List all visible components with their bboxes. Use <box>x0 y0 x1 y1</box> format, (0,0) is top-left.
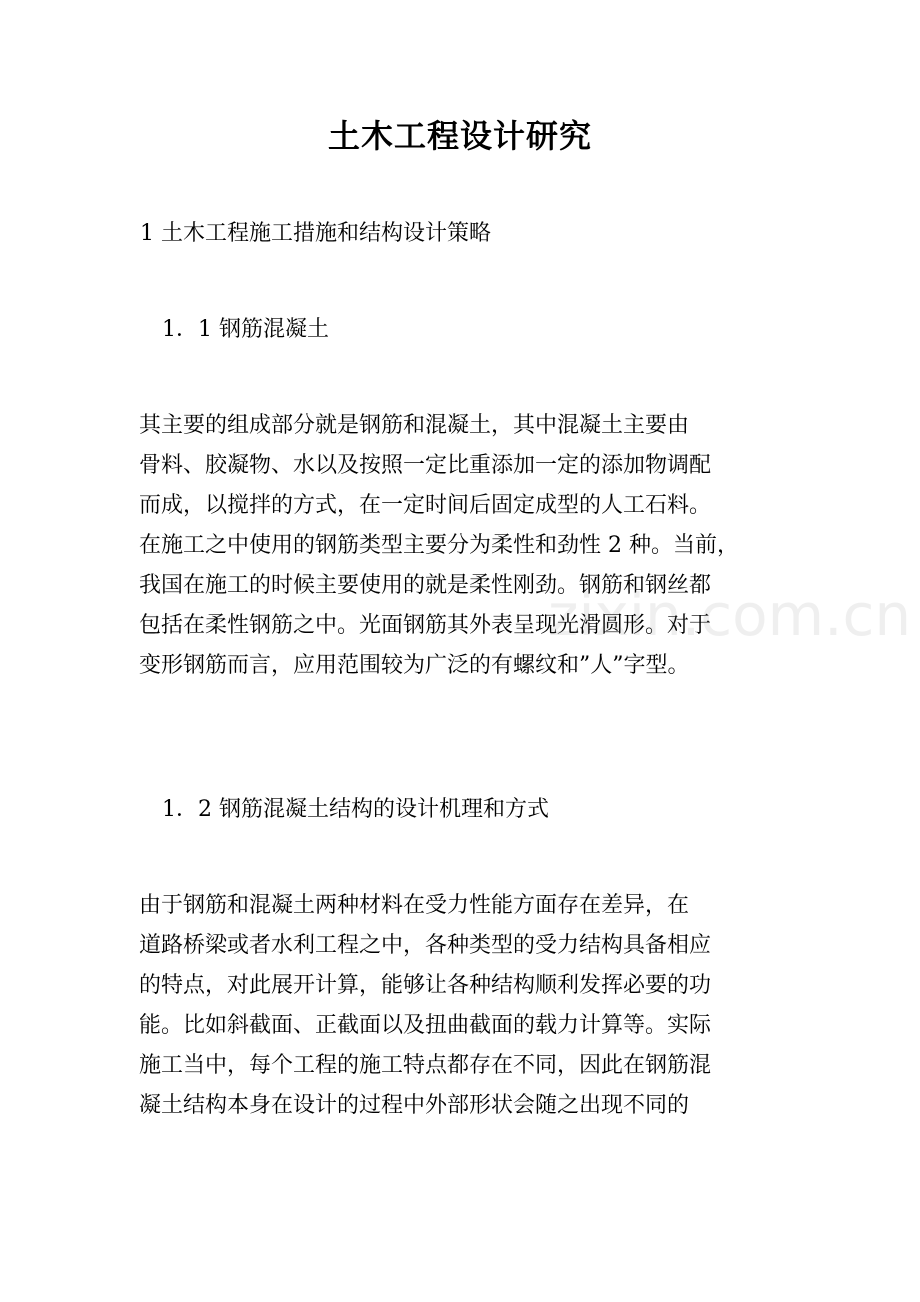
paragraph-line: 施工当中，每个工程的施工特点都存在不同，因此在钢筋混 <box>139 1053 712 1078</box>
watermark: zixin.com.cn <box>548 581 912 649</box>
paragraph-line: 凝土结构本身在设计的过程中外部形状会随之出现不同的 <box>139 1093 690 1118</box>
section-1-2-paragraph <box>139 886 781 1126</box>
section-1-1-paragraph <box>139 406 781 686</box>
paragraph-line: 道路桥梁或者水利工程之中，各种类型的受力结构具备相应 <box>139 933 712 958</box>
paragraph-line: 变形钢筋而言，应用范围较为广泛的有螺纹和”人”字型。 <box>139 653 690 678</box>
paragraph-line: 由于钢筋和混凝土两种材料在受力性能方面存在差异，在 <box>139 893 690 918</box>
paragraph-line: 骨料、胶凝物、水以及按照一定比重添加一定的添加物调配 <box>139 453 712 478</box>
paragraph-line: 在施工之中使用的钢筋类型主要分为柔性和劲性 2 种。当前， <box>139 533 739 558</box>
document-title: 土木工程设计研究 <box>327 117 592 155</box>
section-1-2-heading: 1．2 钢筋混凝土结构的设计机理和方式 <box>162 797 549 822</box>
paragraph-line: 能。比如斜截面、正截面以及扭曲截面的载力计算等。实际 <box>139 1013 712 1038</box>
paragraph-line: 包括在柔性钢筋之中。光面钢筋其外表呈现光滑圆形。对于 <box>139 613 712 638</box>
paragraph-line: 的特点，对此展开计算，能够让各种结构顺利发挥必要的功 <box>139 973 712 998</box>
paragraph-line: 其主要的组成部分就是钢筋和混凝土，其中混凝土主要由 <box>139 413 690 438</box>
paragraph-line: 而成，以搅拌的方式，在一定时间后固定成型的人工石料。 <box>139 493 712 518</box>
paragraph-line: 我国在施工的时候主要使用的就是柔性刚劲。钢筋和钢丝都 <box>139 573 712 598</box>
section-1-heading: 1 土木工程施工措施和结构设计策略 <box>140 221 491 246</box>
section-1-1-heading: 1．1 钢筋混凝土 <box>162 317 329 342</box>
